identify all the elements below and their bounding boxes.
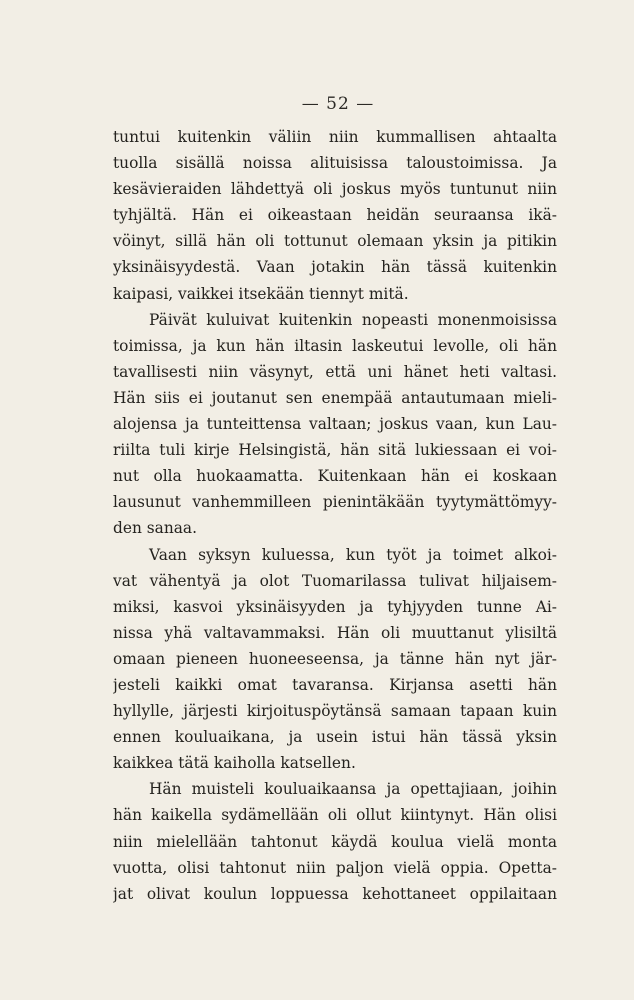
text-line: yksinäisyydestä. Vaan jotakin hän tässä kuitenkin [113, 258, 557, 277]
text-line: vöinyt, sillä hän oli tottunut olemaan yksin ja pitikin [113, 232, 557, 251]
text-line: Päivät kuluivat kuitenkin nopeasti monenmoisissa [149, 310, 557, 329]
text-line: nut olla huokaamatta. Kuitenkaan hän ei koskaan [113, 467, 557, 486]
text-line: tuntui kuitenkin väliin niin kummallisen ahtaalta [113, 128, 557, 146]
text-line: tavallisesti niin väsynyt, että uni hänet heti valtasi. [113, 362, 557, 381]
text-line: den sanaa. [113, 519, 197, 538]
text-line: lausunut vanhemmilleen pienintäkään tyytymättömyy- [113, 493, 557, 512]
text-line: vuotta, olisi tahtonut niin paljon vielä oppia. Opetta- [113, 858, 557, 877]
text-line: omaan pieneen huoneeseensa, ja tänne hän nyt jär- [113, 649, 557, 668]
text-line: hyllylle, järjesti kirjoituspöytänsä samaan tapaan kuin [113, 702, 557, 721]
text-line: miksi, kasvoi yksinäisyyden ja tyhjyyden tunne Ai- [113, 597, 557, 616]
text-line: tyhjältä. Hän ei oikeastaan heidän seuraansa ikä- [113, 206, 557, 225]
text-line: kaipasi, vaikkei itsekään tiennyt mitä. [113, 284, 409, 303]
text-line: Vaan syksyn kuluessa, kun työt ja toimet alkoi- [149, 545, 557, 564]
text-line: niin mielellään tahtonut käydä koulua vielä monta [113, 832, 557, 851]
text-line: Hän muisteli kouluaikaansa ja opettajiaan, joihin [149, 780, 557, 799]
text-line: Hän siis ei joutanut sen enempää antautumaan mieli- [113, 388, 557, 407]
text-line: ennen kouluaikana, ja usein istui hän tässä yksin [113, 728, 557, 747]
text-line: kaikkea tätä kaiholla katsellen. [113, 754, 356, 773]
text-line: tuolla sisällä noissa alituisissa taloustoimissa. Ja [113, 154, 557, 173]
text-line: toimissa, ja kun hän iltasin laskeutui levolle, oli hän [113, 336, 557, 355]
body-text [113, 124, 557, 907]
text-line: nissa yhä valtavammaksi. Hän oli muuttanut ylisiltä [113, 623, 557, 642]
text-line: kesävieraiden lähdettyä oli joskus myös tuntunut niin [113, 180, 557, 199]
page-number: — 52 — [301, 94, 375, 114]
text-line: jat olivat koulun loppuessa kehottaneet oppilaitaan [113, 884, 557, 903]
text-line: alojensa ja tunteittensa valtaan; joskus vaan, kun Lau- [113, 415, 557, 434]
text-line: riilta tuli kirje Helsingistä, hän sitä lukiessaan ei voi- [113, 441, 557, 460]
text-line: hän kaikella sydämellään oli ollut kiintynyt. Hän olisi [113, 806, 557, 825]
text-line: vat vähentyä ja olot Tuomarilassa tulivat hiljaisem- [113, 571, 557, 590]
text-line: jesteli kaikki omat tavaransa. Kirjansa asetti hän [113, 675, 557, 694]
